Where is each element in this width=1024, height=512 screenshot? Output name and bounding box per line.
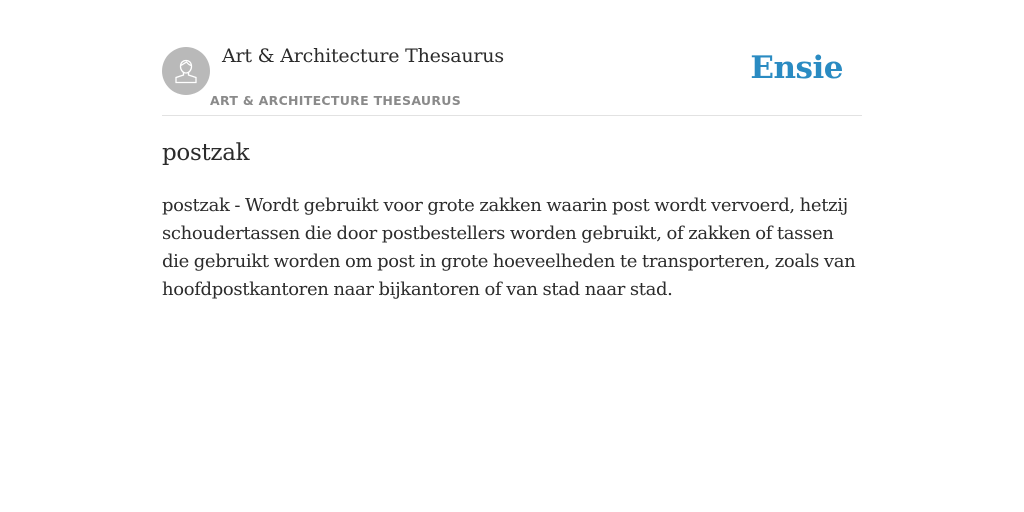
ensie-logo[interactable]: Ensie	[750, 50, 843, 86]
entry-definition: postzak - Wordt gebruikt voor grote zakken waarin post wordt vervoerd, hetzij schoudertassen die door postbestellers worden gebruikt, of zakken of tassen die gebruikt worden om post in grote hoeveelheden te transporteren, zoals van hoofdpostkantoren naar bijkantoren of van stad naar stad.	[162, 195, 856, 300]
entry-term: postzak	[162, 140, 250, 166]
avatar[interactable]	[162, 47, 210, 95]
source-title[interactable]: Art & Architecture Thesaurus	[222, 45, 504, 67]
source-header	[162, 0, 862, 116]
page-container	[162, 0, 862, 300]
user-icon	[171, 56, 201, 86]
source-subtitle: ART & ARCHITECTURE THESAURUS	[210, 93, 462, 108]
